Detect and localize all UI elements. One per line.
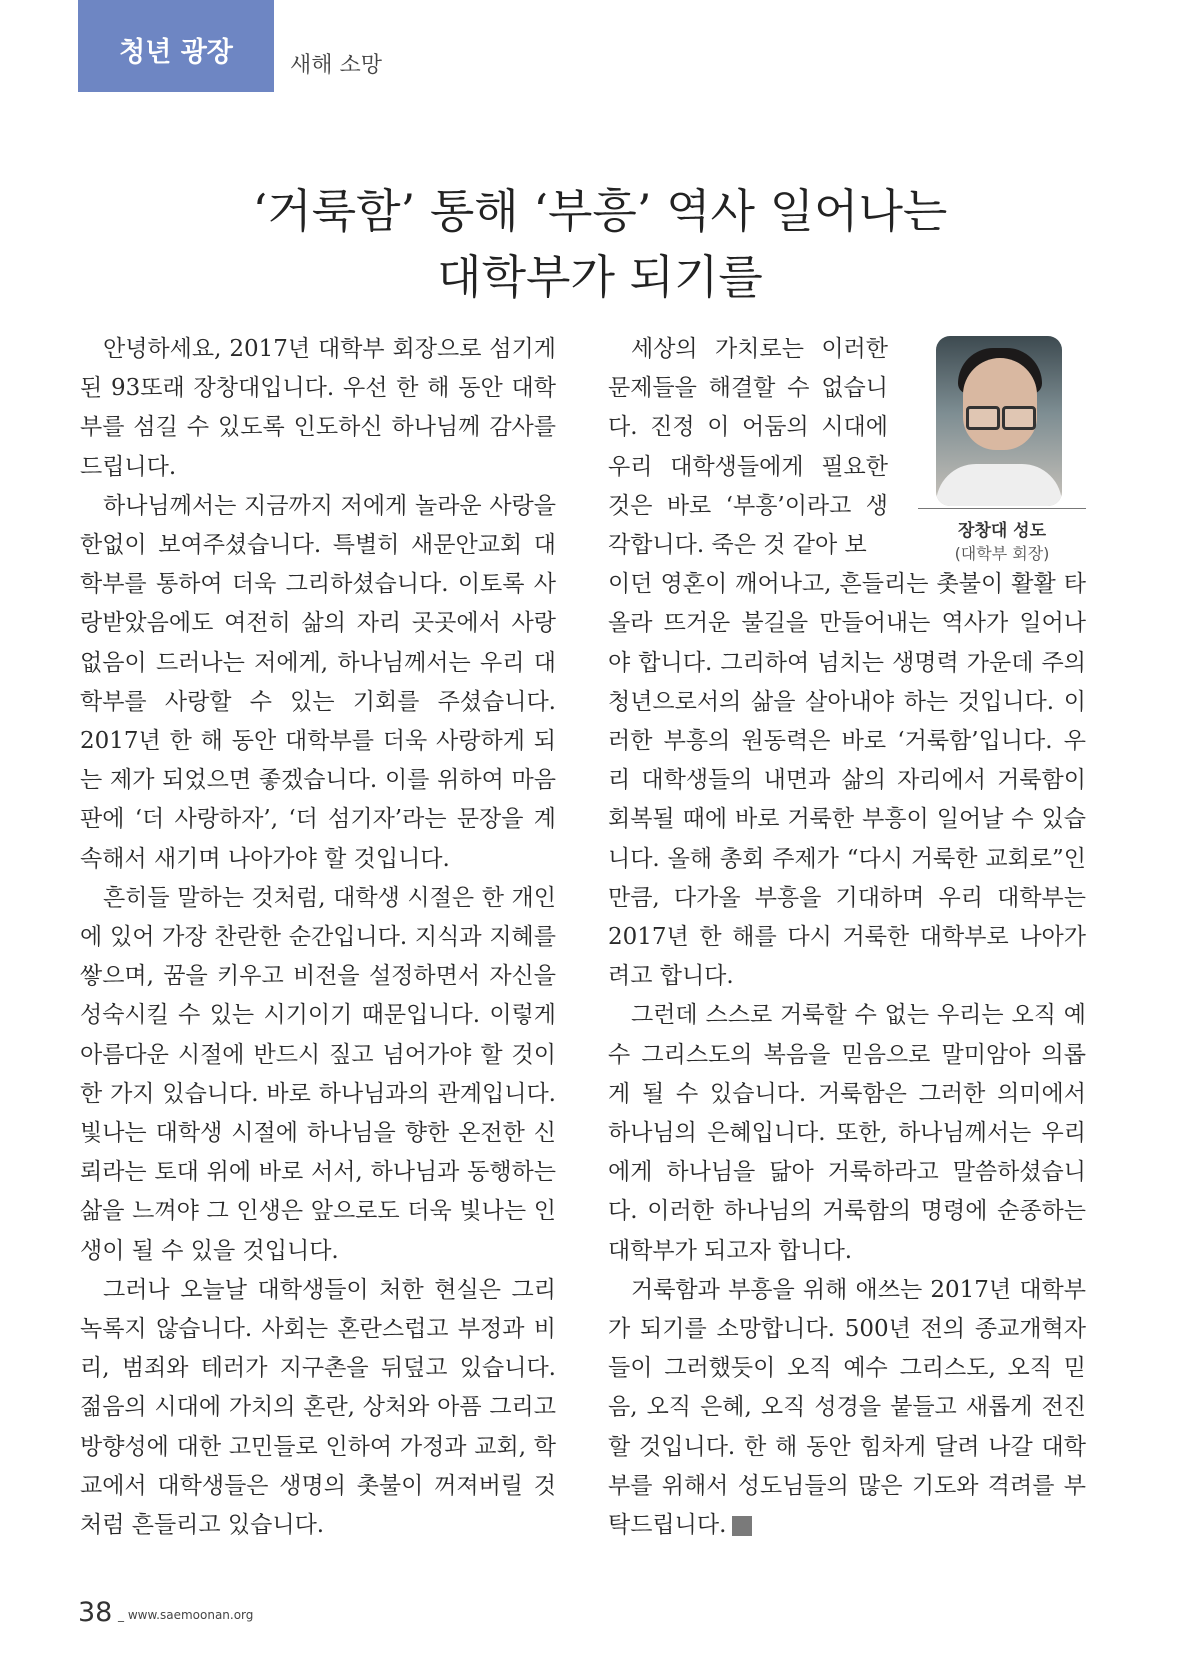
photo-glasses-left (966, 406, 1000, 430)
author-name: 장창대 성도 (957, 521, 1047, 541)
paragraph: 안녕하세요, 2017년 대학부 회장으로 섬기게 된 93또래 장창대입니다. 우선 한 해 동안 대학부를 섬길 수 있도록 인도하신 하나님께 감사를 드립니다. (80, 336, 556, 480)
paragraph-text: 거룩함과 부흥을 위해 애쓰는 2017년 대학부가 되기를 소망합니다. 500년 전의 종교개혁자들이 그러했듯이 오직 예수 그리스도, 오직 믿음, 오직 은혜, 오직 성경을 붙들고 새롭게 전진할 것입니다. 한 해 동안 힘차게 달려 나갈 대학부를 위해서 성도님들의 많은 기도와 격려를 부탁드립니다. (608, 1276, 1086, 1539)
author-role: (대학부 회장) (954, 544, 1050, 563)
author-photo (936, 336, 1062, 506)
paragraph-continued: 이던 영혼이 깨어나고, 흔들리는 촛불이 활활 타올라 뜨거운 불길을 만들어내는 역사가 일어나야 합니다. 그리하여 넘치는 생명력 가운데 주의 청년으로서의 삶을 살아내야 하는 것입니다. 이러한 부흥의 원동력은 바로 ‘거룩함’입니다. 우리 대학생들의 내면과 삶의 자리에서 거룩함이 회복될 때에 바로 거룩한 부흥이 일어날 수 있습니다. 올해 총회 주제가 “다시 거룩한 교회로”인 만큼, 다가올 부흥을 기대하며 우리 대학부는 2017년 한 해를 다시 거룩한 대학부로 나아가려고 합니다. (608, 571, 1086, 990)
article-title-line2: 대학부가 되기를 (437, 250, 763, 304)
photo-glasses-right (1002, 406, 1036, 430)
paragraph: 그런데 스스로 거룩할 수 없는 우리는 오직 예수 그리스도의 복음을 믿음으로 말미암아 의롭게 될 수 있습니다. 거룩함은 그러한 의미에서 하나님의 은혜입니다. 또한, 하나님께서는 우리에게 하나님을 닮아 거룩하라고 말씀하셨습니다. 이러한 하나님의 거룩함의 명령에 순종하는 대학부가 되고자 합니다. (608, 1002, 1086, 1264)
paragraph: 그러나 오늘날 대학생들이 처한 현실은 그리 녹록지 않습니다. 사회는 혼란스럽고 부정과 비리, 범죄와 테러가 지구촌을 뒤덮고 있습니다. 젊음의 시대에 가치의 혼란, 상처와 아픔 그리고 방향성에 대한 고민들로 인하여 가정과 교회, 학교에서 대학생들은 생명의 촛불이 꺼져버릴 것처럼 흔들리고 있습니다. (80, 1276, 556, 1539)
section-label: 청년 광장 (119, 36, 233, 68)
paragraph-intro: 세상의 가치로는 이러한 문제들을 해결할 수 없습니다. 진정 이 어둠의 시대에 우리 대학생들에게 필요한 것은 바로 ‘부흥’이라고 생각합니다. 죽은 것 같아 보 (608, 336, 888, 559)
page-number: 38 (78, 1597, 113, 1628)
caption-divider (918, 508, 1086, 509)
article-title-line1: ‘거룩함’ 통해 ‘부흥’ 역사 일어나는 (252, 184, 948, 238)
end-mark-icon: 새 (732, 1516, 752, 1536)
footer-url: _ www.saemoonan.org (118, 1608, 254, 1622)
paragraph: 하나님께서는 지금까지 저에게 놀라운 사랑을 한없이 보여주셨습니다. 특별히 새문안교회 대학부를 통하여 더욱 그리하셨습니다. 이토록 사랑받았음에도 여전히 삶의 자리 곳곳에서 사랑 없음이 드러나는 저에게, 하나님께서는 우리 대학부를 사랑할 수 있는 기회를 주셨습니다. 2017년 한 해 동안 대학부를 더욱 사랑하게 되는 제가 되었으면 좋겠습니다. 이를 위하여 마음판에 ‘더 사랑하자’, ‘더 섬기자’라는 문장을 계속해서 새기며 나아가야 할 것입니다. (80, 492, 556, 872)
section-tab (78, 0, 274, 92)
right-column (608, 330, 1086, 1545)
photo-shirt (936, 464, 1062, 506)
subsection-label: 새해 소망 (290, 53, 383, 78)
left-column (80, 330, 556, 1545)
paragraph: 흔히들 말하는 것처럼, 대학생 시절은 한 개인에 있어 가장 찬란한 순간입니다. 지식과 지혜를 쌓으며, 꿈을 키우고 비전을 설정하면서 자신을 성숙시킬 수 있는 시기이기 때문입니다. 이렇게 아름다운 시절에 반드시 짚고 넘어가야 할 것이 한 가지 있습니다. 바로 하나님과의 관계입니다. 빛나는 대학생 시절에 하나님을 향한 온전한 신뢰라는 토대 위에 바로 서서, 하나님과 동행하는 삶을 느껴야 그 인생은 앞으로도 더욱 빛나는 인생이 될 수 있을 것입니다. (80, 884, 556, 1264)
photo-face (963, 358, 1037, 450)
paragraph-final (608, 1271, 1086, 1545)
